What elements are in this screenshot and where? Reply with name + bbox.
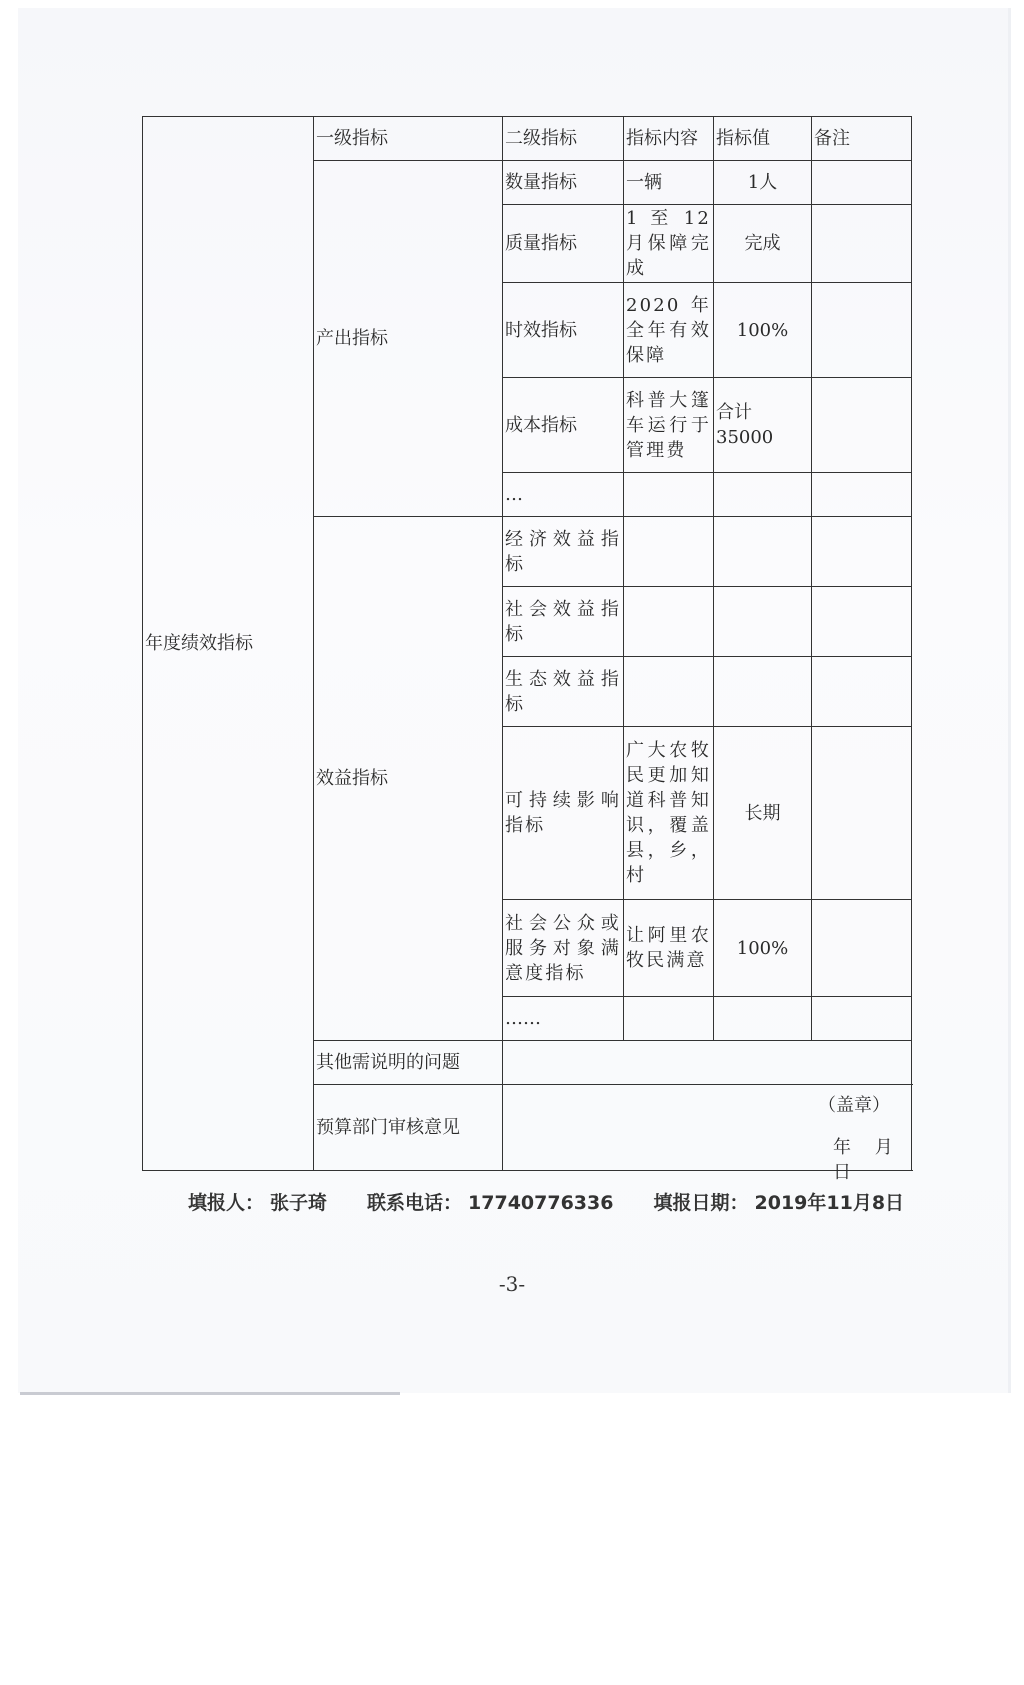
header-row bbox=[143, 117, 912, 161]
indicator-note bbox=[812, 283, 912, 378]
indicator-value bbox=[714, 997, 812, 1041]
indicator-name: 经济效益指标 bbox=[503, 517, 624, 587]
indicator-value bbox=[714, 473, 812, 517]
indicator-name: 生态效益指标 bbox=[503, 657, 624, 727]
indicator-name: 可持续影响指标 bbox=[503, 727, 624, 900]
indicator-note bbox=[812, 517, 912, 587]
indicator-content bbox=[624, 473, 714, 517]
indicator-content bbox=[624, 587, 714, 657]
review-date: 年 月 日 bbox=[833, 1137, 893, 1183]
indicator-value: 100% bbox=[714, 283, 812, 378]
fill-date: 2019年11月8日 bbox=[754, 1192, 905, 1214]
header-note: 备注 bbox=[812, 117, 912, 161]
indicator-name: 数量指标 bbox=[503, 161, 624, 205]
output-indicator-label: 产出指标 bbox=[314, 161, 503, 517]
indicator-content: 1 至 12 月保障完成 bbox=[624, 205, 714, 283]
review-stamp-cell bbox=[503, 1085, 912, 1183]
other-issues-label: 其他需说明的问题 bbox=[314, 1041, 503, 1085]
indicator-note bbox=[812, 161, 912, 205]
indicator-name: 社会公众或服务对象满意度指标 bbox=[503, 900, 624, 997]
indicator-content: 科普大篷车运行于管理费 bbox=[624, 378, 714, 473]
indicator-note bbox=[812, 587, 912, 657]
indicator-content: 广大农牧民更加知道科普知识，覆盖县，乡，村 bbox=[624, 727, 714, 900]
indicator-name: …… bbox=[503, 997, 624, 1041]
indicator-value: 100% bbox=[714, 900, 812, 997]
indicator-content bbox=[624, 657, 714, 727]
header-level2: 二级指标 bbox=[503, 117, 624, 161]
indicator-content: 2020 年全年有效保障 bbox=[624, 283, 714, 378]
indicator-name: 时效指标 bbox=[503, 283, 624, 378]
performance-indicator-table bbox=[142, 116, 912, 1183]
indicator-note bbox=[812, 378, 912, 473]
scan-edge-line bbox=[20, 1392, 400, 1395]
indicator-content bbox=[624, 517, 714, 587]
date-label: 填报日期： bbox=[653, 1192, 749, 1214]
phone-number: 17740776336 bbox=[468, 1192, 614, 1214]
indicator-value: 完成 bbox=[714, 205, 812, 283]
filler-info bbox=[188, 1188, 910, 1215]
indicator-note bbox=[812, 900, 912, 997]
indicator-value bbox=[714, 517, 812, 587]
indicator-note bbox=[812, 727, 912, 900]
seal-text: （盖章） bbox=[818, 1095, 890, 1116]
filler-name: 张子琦 bbox=[270, 1192, 328, 1214]
indicator-note bbox=[812, 997, 912, 1041]
indicator-name: 质量指标 bbox=[503, 205, 624, 283]
filler-label: 填报人： bbox=[188, 1192, 265, 1214]
indicator-name: … bbox=[503, 473, 624, 517]
header-value: 指标值 bbox=[714, 117, 812, 161]
indicator-content bbox=[624, 997, 714, 1041]
page-number: -3- bbox=[498, 1272, 526, 1296]
indicator-note bbox=[812, 473, 912, 517]
indicator-value bbox=[714, 657, 812, 727]
header-content: 指标内容 bbox=[624, 117, 714, 161]
review-label: 预算部门审核意见 bbox=[314, 1085, 503, 1171]
indicator-value: 1人 bbox=[714, 161, 812, 205]
indicator-value: 长期 bbox=[714, 727, 812, 900]
phone-label: 联系电话： bbox=[367, 1192, 463, 1214]
header-level1: 一级指标 bbox=[314, 117, 503, 161]
indicator-name: 社会效益指标 bbox=[503, 587, 624, 657]
indicator-name: 成本指标 bbox=[503, 378, 624, 473]
indicator-note bbox=[812, 205, 912, 283]
indicator-note bbox=[812, 657, 912, 727]
indicator-value: 合计35000 bbox=[714, 378, 812, 473]
indicator-content: 让阿里农牧民满意 bbox=[624, 900, 714, 997]
benefit-indicator-label: 效益指标 bbox=[314, 517, 503, 1041]
other-issues-value bbox=[503, 1041, 912, 1085]
section-label-cell: 年度绩效指标 bbox=[143, 117, 314, 1171]
indicator-value bbox=[714, 587, 812, 657]
indicator-content: 一辆 bbox=[624, 161, 714, 205]
